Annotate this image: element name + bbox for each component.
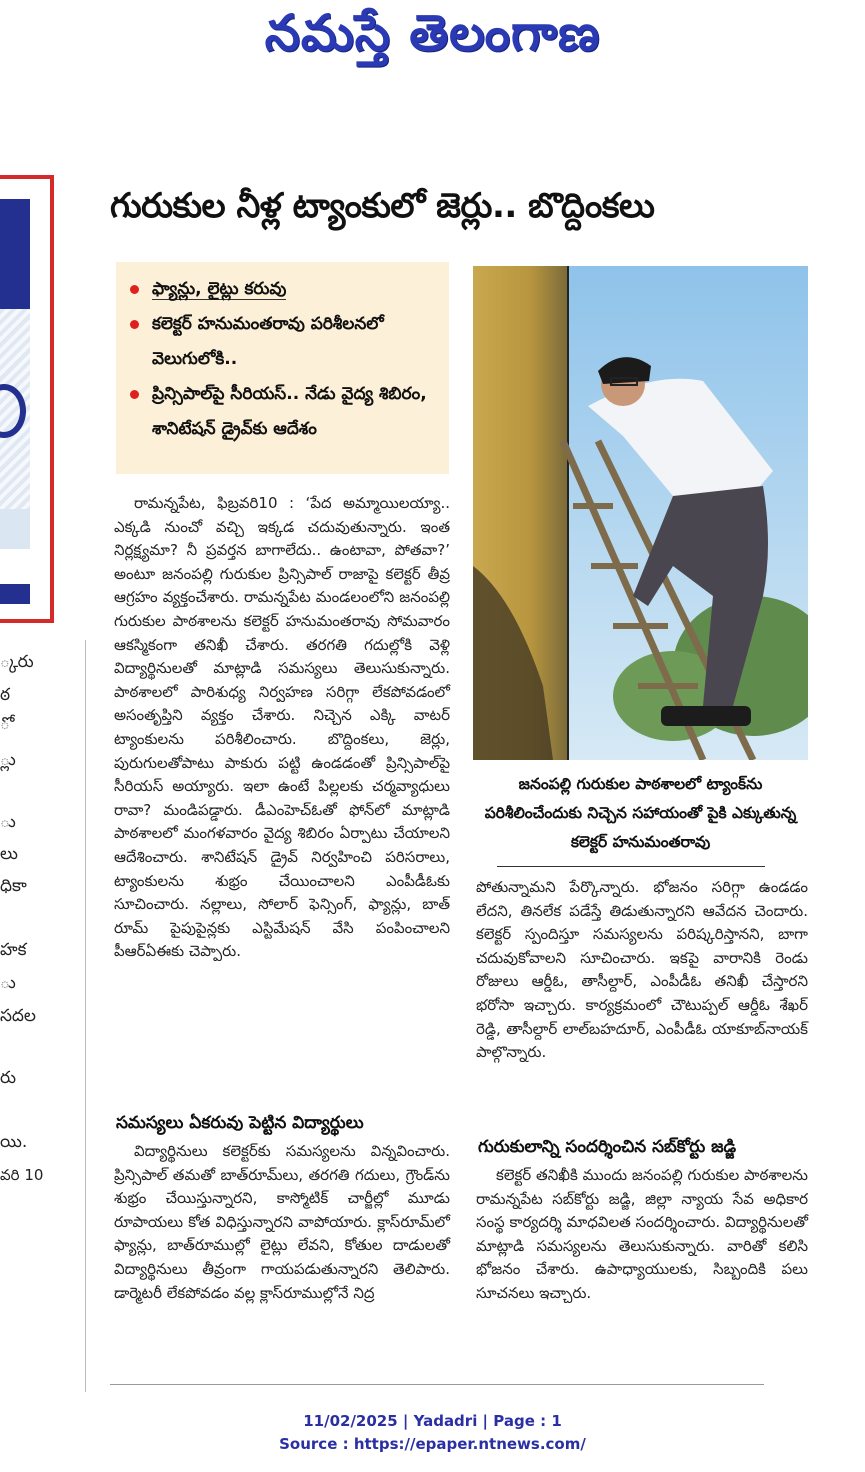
article-headline: గురుకుల నీళ్ల ట్యాంకులో జెర్లు.. బొద్దింకలు [110, 186, 655, 226]
edition-info: 11/02/2025 | Yadadri | Page : 1 [303, 1412, 562, 1430]
left-fragment: రు [0, 1068, 16, 1088]
left-fragment: ో [0, 714, 10, 734]
highlight-item: ఫ్యాన్లు, లైట్లు కరువు [126, 272, 443, 307]
photo-caption: జనంపల్లి గురుకుల పాఠశాలలో ట్యాంక్‌ను పరిశీలించేందుకు నిచ్చెన సహాయంతో పైకి ఎక్కుతున్న కలెక్టర్ హనుమంతరావు [484, 775, 797, 851]
bullet-icon [130, 390, 139, 399]
masthead [0, 0, 865, 80]
page-footer [0, 1410, 865, 1456]
left-fragment: యి. [0, 1132, 28, 1152]
bullet-icon [130, 285, 139, 294]
article-body-col2-cont [476, 1164, 808, 1306]
article-body-col1 [114, 492, 450, 964]
left-fragment: సదల [0, 1006, 36, 1026]
article-body-col2 [476, 876, 808, 1065]
left-fragment: ు [0, 973, 16, 993]
article-photo [473, 266, 808, 760]
bullet-icon [130, 320, 139, 329]
highlights-box [116, 262, 449, 474]
promo-box [0, 175, 54, 623]
paragraph: విద్యార్థినులు కలెక్టర్‌కు సమస్యలను విన్నవించారు. ప్రిన్సిపాల్ తమతో బాత్‌రూమ్‌లు, తరగతి గదులు, గ్రౌండ్‌ను శుభ్రం చేయిస్తున్నారని, కాస్మోటిక్ చార్జీల్లో మూడు రూపాయలు కోత విధిస్తున్నారని వాపోయారు. క్లాస్‌రూమ్‌లో ఫ్యాన్లు, బాత్‌రూముల్లో లైట్లు లేవని, కోతుల దాడులతో విద్యార్థినులు తీవ్రంగా గాయపడుతున్నారని తెలిపారు. డార్మెటరీ లేకపోవడం వల్ల క్లాస్‌రూముల్లోనే నిద్ర [114, 1142, 450, 1302]
caption-rule [497, 866, 765, 867]
left-fragment: ్లు [0, 750, 16, 770]
subheading: గురుకులాన్ని సందర్శించిన సబ్‌కోర్టు జడ్జి [478, 1137, 737, 1157]
left-fragment: ు [0, 812, 16, 832]
left-fragment: వరి 10 [0, 1166, 44, 1184]
highlight-item: కలెక్టర్ హనుమంతరావు పరిశీలనలో వెలుగులోకి.. [126, 307, 443, 377]
paragraph: రామన్నపేట, ఫిబ్రవరి10 : ‘పేద అమ్మాయిలయ్యా.. ఎక్కడి నుంచో వచ్చి ఇక్కడ చదువుతున్నారు. ఇంత నిర్లక్ష్యమా? నీ ప్రవర్తన బాగాలేదు.. ఉంటావా, పోతవా?’ అంటూ జనంపల్లి గురుకుల ప్రిన్సిపాల్ రాజాపై కలెక్టర్ తీవ్ర ఆగ్రహం వ్యక్తంచేశారు. రామన్నపేట మండలంలోని జనంపల్లి గురుకుల పాఠశాలను కలెక్టర్ హనుమంతరావు సోమవారం ఆకస్మికంగా తనిఖీ చేశారు. తరగతి గదుల్లోకి వెళ్లి విద్యార్థినులతో మాట్లాడి సమస్యలు తెలుసుకున్నారు. పాఠశాలలో పారిశుధ్య నిర్వహణ సరిగ్గా లేకపోవడంలో అసంతృప్తిని వ్యక్తం చేశారు. నిచ్చెన ఎక్కి వాటర్ ట్యాంకులను పరిశీలించారు. బొద్దింకలు, జెర్లు, పురుగులతోపాటు పాకురు పట్టి ఉండడంతో ప్రిన్సిపాల్‌పై సీరియస్ అయ్యారు. ఇలా ఉంటే పిల్లలకు చర్మవ్యాధులు రావా? మండిపడ్డారు. డీఎంహెచ్‌ఓతో ఫోన్‌లో మాట్లాడి పాఠశాలలో మంగళవారం వైద్య శిబిరం ఏర్పాటు చేయాలని ఆదేశించారు. శానిటేషన్ డ్రైవ్ నిర్వహించి పరిసరాలు, ట్యాంకులను శుభ్రం చేయించాలని ఎంపీడీఓకు సూచించారు. నల్లాలు, సోలార్ ఫెన్సింగ్, ఫ్యాన్లు, బాత్ రూమ్ పైపుపైన్లకు ఎస్టిమేషన్ వేసి పంపించాలని పీఆర్ఏఈకు చెప్పారు. [114, 494, 450, 961]
bottom-rule [110, 1384, 764, 1385]
left-fragment: ధికా [0, 876, 27, 896]
collector-ladder-photo [473, 266, 808, 760]
paragraph: పోతున్నామని పేర్కొన్నారు. భోజనం సరిగ్గా ఉండడం లేదని, తినలేక పడేస్తే తిడుతున్నారని ఆవేదన చెందారు. కలెక్టర్ స్పందిస్తూ సమస్యలను పరిష్కరిస్తానని, బాగా చదువుకోవాలని సూచించారు. ఇకపై వారానికి రెండు రోజులు ఆర్డీఓ, తాసీల్దార్, ఎంపీడీఓ తనిఖీ చేస్తారని భరోసా ఇచ్చారు. కార్యక్రమంలో చౌటుప్పల్ ఆర్డీఓ శేఖర్ రెడ్డి, తాసీల్దార్ లాల్‌బహదూర్, ఎంపీడీఓ యాకూబ్‌నాయక్ పాల్గొన్నారు. [476, 878, 808, 1062]
highlight-item: ప్రిన్సిపాల్‌పై సీరియస్.. నేడు వైద్య శిబిరం, శానిటేషన్ డ్రైవ్‌కు ఆదేశం [126, 377, 443, 447]
left-fragment: లు [0, 844, 18, 864]
newspaper-logo: నమస్తే తెలంగాణ [264, 4, 601, 62]
left-adjacent-column [0, 170, 60, 1400]
source-link[interactable]: Source : https://epaper.ntnews.com/ [279, 1435, 586, 1453]
subheading: సమస్యలు ఏకరువు పెట్టిన విద్యార్థులు [116, 1113, 364, 1133]
article-body-col1-cont [114, 1140, 450, 1305]
paragraph: కలెక్టర్ తనిఖీకి ముందు జనంపల్లి గురుకుల పాఠశాలను రామన్నపేట సబ్‌కోర్టు జడ్జి, జిల్లా న్యాయ సేవ అధికార సంస్థ కార్యదర్శి మాధవిలత సందర్శించారు. విద్యార్థినులతో మాట్లాడి సమస్యలను తెలుసుకున్నారు. వారితో కలిసి భోజనం చేశారు. ఉపాధ్యాయులకు, సిబ్బందికి పలు సూచనలు ఇచ్చారు. [476, 1166, 808, 1302]
column-divider [85, 640, 86, 1392]
left-fragment: ఠ [0, 685, 11, 705]
left-fragment: ్కరు [0, 652, 34, 672]
left-fragment: హక [0, 940, 27, 960]
